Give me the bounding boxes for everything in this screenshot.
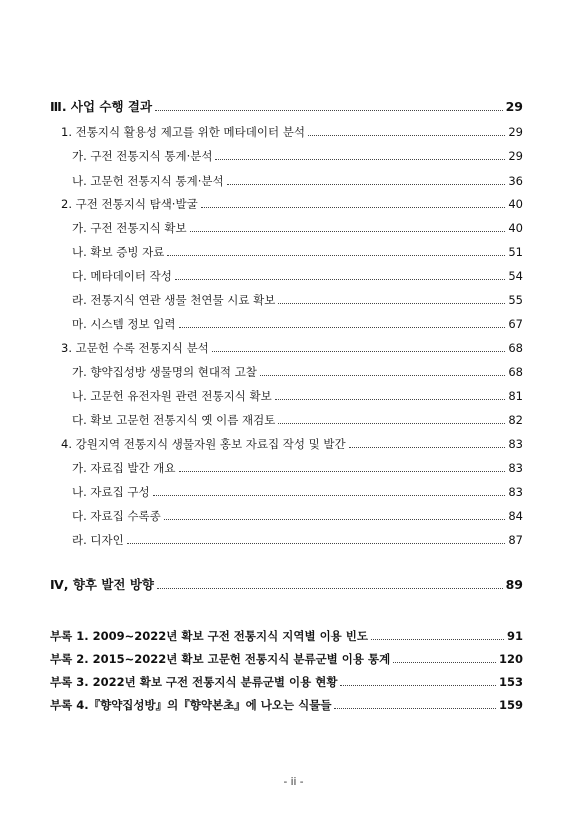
toc-entry-3-1-b [72,170,523,188]
toc-page-number: 83 [508,437,523,451]
toc-label: 다. 확보 고문헌 전통지식 옛 이름 재검토 [72,413,276,427]
toc-page-number: 36 [508,174,523,188]
dot-leader [157,588,503,589]
toc-label: 가. 구전 전통지식 통계·분석 [72,149,213,163]
toc-label: 2. 구전 전통지식 탐색·발굴 [61,197,198,211]
toc-page-number: 159 [498,698,523,712]
dot-leader [278,303,505,304]
dot-leader [227,184,506,185]
dot-leader [334,708,496,709]
dot-leader [349,447,506,448]
toc-entry-3-2 [61,193,523,211]
toc-label: 라. 전통지식 연관 생물 천연물 시료 확보 [72,293,276,307]
toc-page-number: 68 [508,365,523,379]
toc-entry-appendix-2 [50,648,523,666]
toc-entry-3-4-d [72,529,523,547]
toc-label: 가. 자료집 발간 개요 [72,461,176,475]
toc-entry-3-3-c [72,409,523,427]
toc-page-number: 153 [498,675,523,689]
toc-page-number: 83 [508,485,523,499]
dot-leader [278,423,505,424]
toc-entry-3-2-d [72,289,523,307]
dot-leader [164,519,506,520]
dot-leader [340,685,496,686]
dot-leader [201,207,506,208]
toc-entry-3-3-a [72,361,523,379]
toc-entry-3-1-a [72,145,523,163]
toc-entry-3-4-c [72,505,523,523]
toc-entry-3-2-b [72,241,523,259]
dot-leader [175,279,506,280]
toc-entry-appendix-1 [50,625,523,643]
toc-label: 부록 4.『향약집성방』의『향약본초』에 나오는 식물들 [50,698,332,712]
toc-label: 나. 자료집 구성 [72,485,150,499]
toc-label: 라. 디자인 [72,533,124,547]
toc-label: 나. 고문헌 유전자원 관련 전통지식 확보 [72,389,272,403]
toc-label: 다. 자료집 수록종 [72,509,161,523]
dot-leader [260,375,505,376]
toc-entry-3-3-b [72,385,523,403]
toc-entry-3-2-c [72,265,523,283]
toc-page-number: 68 [508,341,523,355]
toc-label: 부록 1. 2009~2022년 확보 구전 전통지식 지역별 이용 빈도 [50,629,369,643]
dot-leader [127,543,506,544]
toc-page-number: 89 [505,577,523,592]
toc-entry-appendix-4 [50,694,523,712]
toc-label: 부록 2. 2015~2022년 확보 고문헌 전통지식 분류군별 이용 통계 [50,652,391,666]
toc-label: 1. 전통지식 활용성 제고를 위한 메타데이터 분석 [61,125,305,139]
toc-label: 3. 고문헌 수록 전통지식 분석 [61,341,209,355]
toc-page-number: 54 [508,269,523,283]
toc-entry-section-4 [50,574,523,592]
toc-page-number: 91 [506,629,523,643]
toc-entry-appendix-3 [50,671,523,689]
toc-page-number: 120 [498,652,523,666]
toc-label: 다. 메타데이터 작성 [72,269,172,283]
toc-entry-3-4 [61,433,523,451]
toc-page-number: 67 [508,317,523,331]
toc-page-number: 51 [508,245,523,259]
toc-page-number: 29 [505,99,523,114]
toc-entry-3-2-a [72,217,523,235]
dot-leader [153,495,506,496]
toc-entry-3-2-e [72,313,523,331]
toc-label: 4. 강원지역 전통지식 생물자원 홍보 자료집 작성 및 발간 [61,437,346,451]
dot-leader [179,471,506,472]
toc-label: Ⅳ, 향후 발전 방향 [50,577,154,592]
toc-page-number: 29 [508,149,523,163]
toc-page-number: 40 [508,221,523,235]
toc-entry-3-4-b [72,481,523,499]
dot-leader [393,662,496,663]
toc-page-number: 40 [508,197,523,211]
dot-leader [155,110,503,111]
dot-leader [275,399,506,400]
toc-label: 부록 3. 2022년 확보 구전 전통지식 분류군별 이용 현황 [50,675,338,689]
dot-leader [179,327,506,328]
dot-leader [371,639,504,640]
dot-leader [215,159,505,160]
dot-leader [167,255,505,256]
dot-leader [308,135,505,136]
toc-label: 나. 확보 증빙 자료 [72,245,165,259]
toc-label: 나. 고문헌 전통지식 통계·분석 [72,174,224,188]
toc-page-number: 83 [508,461,523,475]
toc-label: 가. 향약집성방 생물명의 현대적 고찰 [72,365,257,379]
toc-page-number: 87 [508,533,523,547]
toc-page-number: 55 [508,293,523,307]
toc-label: 마. 시스템 정보 입력 [72,317,176,331]
toc-entry-3-1 [61,121,523,139]
toc-entry-3-4-a [72,457,523,475]
page-footer-number: - ii - [283,776,304,788]
toc-page-number: 82 [508,413,523,427]
toc-page-number: 29 [508,125,523,139]
dot-leader [212,351,506,352]
toc-page-number: 84 [508,509,523,523]
toc-label: Ⅲ. 사업 수행 결과 [50,99,153,114]
toc-entry-section-3 [50,96,523,114]
toc-entry-3-3 [61,337,523,355]
toc-label: 가. 구전 전통지식 확보 [72,221,187,235]
toc-page-number: 81 [508,389,523,403]
dot-leader [190,231,506,232]
